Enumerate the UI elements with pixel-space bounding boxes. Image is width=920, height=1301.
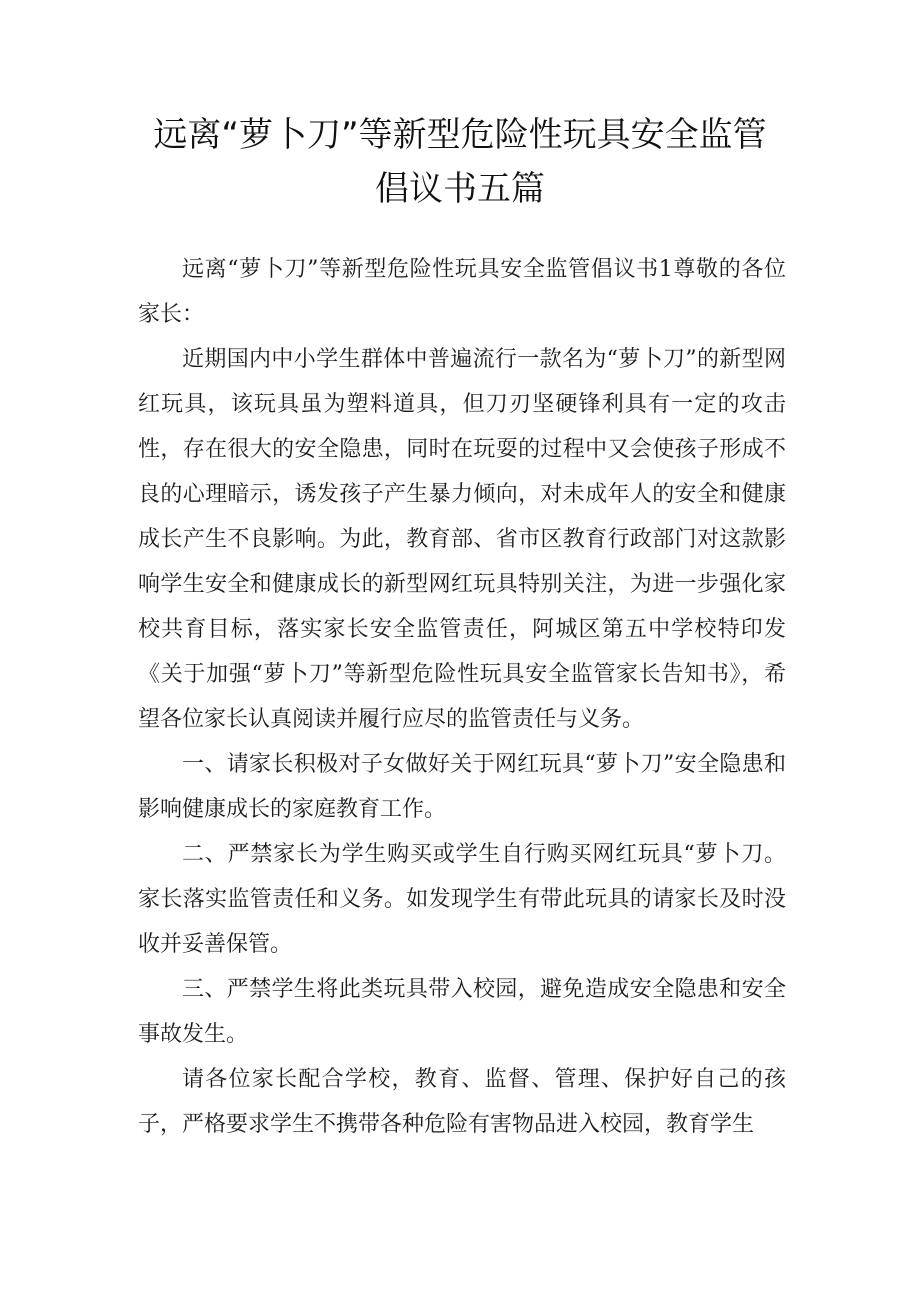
paragraph-item-2: 二、严禁家长为学生购买或学生自行购买网红玩具“萝卜刀。家长落实监管责任和义务。如发现学生有带此玩具的请家长及时没收并妥善保管。	[138, 842, 786, 957]
document-title	[120, 108, 800, 216]
title-line-1: 远离“萝卜刀”等新型危险性玩具安全监管	[153, 115, 767, 155]
title-line-2: 倡议书五篇	[375, 169, 545, 209]
paragraph-closing: 请各位家长配合学校，教育、监督、管理、保护好自己的孩子，严格要求学生不携带各种危险有害物品进入校园，教育学生	[138, 1067, 786, 1137]
paragraph-greeting: 远离“萝卜刀”等新型危险性玩具安全监管倡议书1尊敬的各位家长：	[138, 257, 786, 327]
paragraph-item-3: 三、严禁学生将此类玩具带入校园，避免造成安全隐患和安全事故发生。	[138, 977, 786, 1047]
paragraph-item-1: 一、请家长积极对子女做好关于网红玩具“萝卜刀”安全隐患和影响健康成长的家庭教育工作。	[138, 752, 786, 822]
paragraph-background: 近期国内中小学生群体中普遍流行一款名为“萝卜刀”的新型网红玩具，该玩具虽为塑料道具，但刀刃坚硬锋利具有一定的攻击性，存在很大的安全隐患，同时在玩耍的过程中又会使孩子形成不良的心理暗示，诱发孩子产生暴力倾向，对未成年人的安全和健康成长产生不良影响。为此，教育部、省市区教育行政部门对这款影响学生安全和健康成长的新型网红玩具特别关注，为进一步强化家校共育目标，落实家长安全监管责任，阿城区第五中学校特印发《关于加强“萝卜刀”等新型危险性玩具安全监管家长告知书》，希望各位家长认真阅读并履行应尽的监管责任与义务。	[138, 347, 786, 732]
document-body	[138, 247, 786, 1147]
